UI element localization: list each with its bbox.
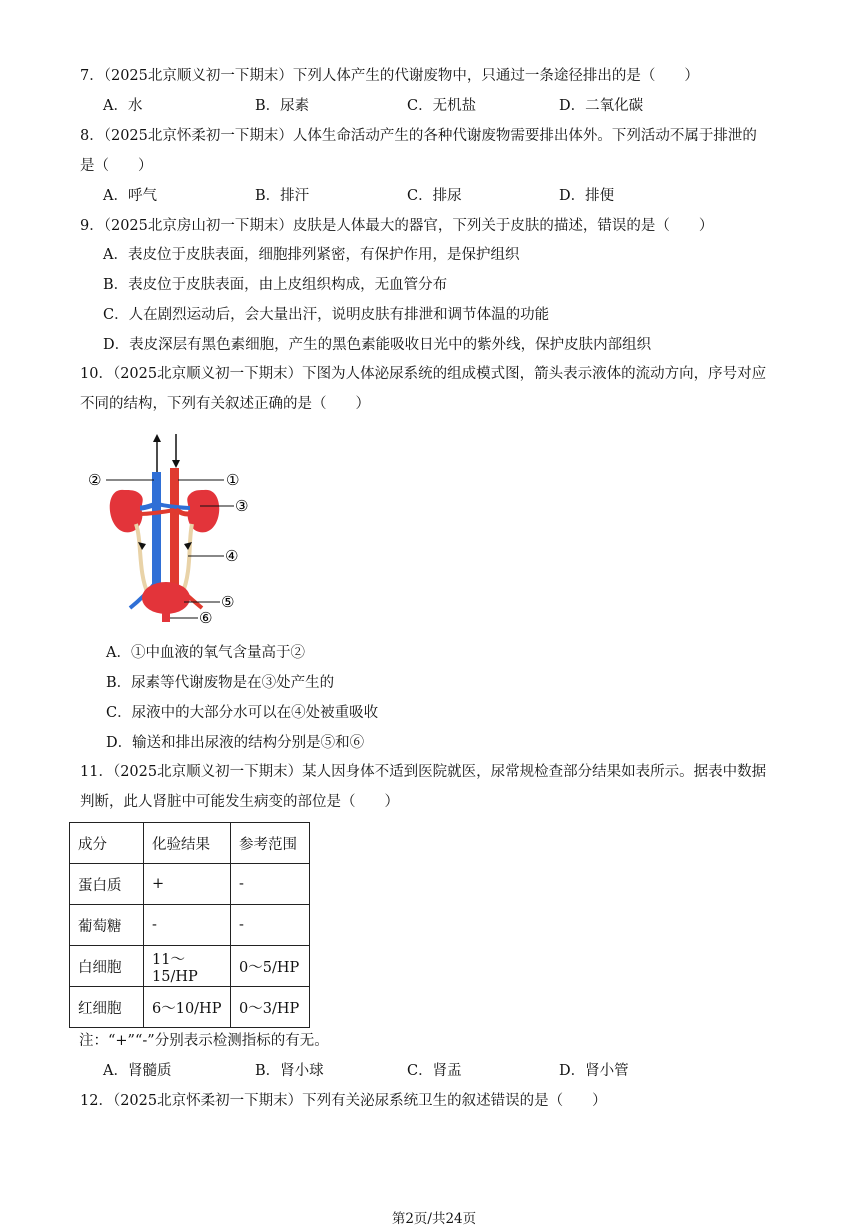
q8-stem-line1: 8．（2025北京怀柔初一下期末）人体生命活动产生的各种代谢废物需要排出体外。下列活动不属于排泄的 (80, 128, 757, 144)
table-cell: - (144, 905, 231, 946)
figure-label-2: ② (88, 471, 102, 489)
q10-option-a: A．①中血液的氧气含量高于② (106, 645, 305, 661)
table-cell: 葡萄糖 (70, 905, 144, 946)
q11-option-a: A．肾髓质 (103, 1063, 172, 1079)
table-cell: 11～15/HP (144, 946, 231, 987)
table-cell: 0～5/HP (231, 946, 310, 987)
figure-label-1: ① (226, 471, 240, 489)
table-row (70, 864, 310, 905)
q11-note: 注：“+”“-”分别表示检测指标的有无。 (79, 1033, 329, 1049)
table-header-cell: 化验结果 (144, 823, 231, 864)
q12-stem: 12．（2025北京怀柔初一下期末）下列有关泌尿系统卫生的叙述错误的是（ ） (80, 1093, 607, 1109)
q7-options (103, 96, 743, 116)
q10-option-d: D．输送和排出尿液的结构分别是⑤和⑥ (106, 735, 365, 751)
q9-stem: 9．（2025北京房山初一下期末）皮肤是人体最大的器官，下列关于皮肤的描述，错误的是（ ） (80, 218, 714, 234)
urinary-system-figure (84, 432, 264, 628)
q11-stem-line2: 判断，此人肾脏中可能发生病变的部位是（ ） (80, 794, 399, 810)
table-header-row (70, 823, 310, 864)
q11-options (103, 1061, 743, 1081)
figure-label-5: ⑤ (221, 593, 235, 611)
q8-stem-line2: 是（ ） (80, 158, 153, 174)
q8-option-d: D．排便 (559, 188, 615, 204)
q8-option-c: C．排尿 (407, 188, 462, 204)
table-cell: 白细胞 (70, 946, 144, 987)
table-cell: 6～10/HP (144, 987, 231, 1028)
figure-label-3: ③ (235, 497, 249, 515)
q11-option-c: C．肾盂 (407, 1063, 462, 1079)
q8-option-a: A．呼气 (103, 188, 157, 204)
q10-stem-line1: 10．（2025北京顺义初一下期末）下图为人体泌尿系统的组成模式图，箭头表示液体的流动方向，序号对应 (80, 366, 767, 382)
q10-stem-line2: 不同的结构，下列有关叙述正确的是（ ） (80, 396, 370, 412)
table-cell: + (144, 864, 231, 905)
q8-options (103, 186, 743, 206)
table-row (70, 905, 310, 946)
q8-option-b: B．排汗 (255, 188, 310, 204)
q7-stem: 7．（2025北京顺义初一下期末）下列人体产生的代谢废物中，只通过一条途径排出的是（ ） (80, 68, 699, 84)
q11-option-d: D．肾小管 (559, 1063, 629, 1079)
q7-option-b: B．尿素 (255, 98, 310, 114)
figure-label-4: ④ (225, 547, 239, 565)
table-header-cell: 成分 (70, 823, 144, 864)
table-header-cell: 参考范围 (231, 823, 310, 864)
page-footer: 第2页/共24页 (391, 1211, 477, 1227)
table-row (70, 946, 310, 987)
figure-label-6: ⑥ (199, 609, 213, 627)
q10-option-c: C．尿液中的大部分水可以在④处被重吸收 (106, 705, 379, 721)
q9-option-a: A．表皮位于皮肤表面，细胞排列紧密，有保护作用，是保护组织 (103, 247, 520, 263)
q7-option-d: D．二氧化碳 (559, 98, 644, 114)
urine-test-table (69, 822, 310, 1028)
q10-option-b: B．尿素等代谢废物是在③处产生的 (106, 675, 335, 691)
q9-option-d: D．表皮深层有黑色素细胞，产生的黑色素能吸收日光中的紫外线，保护皮肤内部组织 (103, 337, 652, 353)
table-cell: - (231, 864, 310, 905)
q9-option-c: C．人在剧烈运动后，会大量出汗，说明皮肤有排泄和调节体温的功能 (103, 307, 550, 323)
table-cell: 蛋白质 (70, 864, 144, 905)
table-cell: 红细胞 (70, 987, 144, 1028)
q11-option-b: B．肾小球 (255, 1063, 324, 1079)
q11-stem-line1: 11．（2025北京顺义初一下期末）某人因身体不适到医院就医，尿常规检查部分结果如表所示。据表中数据 (80, 764, 767, 780)
table-cell: 0～3/HP (231, 987, 310, 1028)
q7-option-a: A．水 (103, 98, 143, 114)
table-cell: - (231, 905, 310, 946)
q7-option-c: C．无机盐 (407, 98, 477, 114)
q9-option-b: B．表皮位于皮肤表面，由上皮组织构成，无血管分布 (103, 277, 448, 293)
table-row (70, 987, 310, 1028)
